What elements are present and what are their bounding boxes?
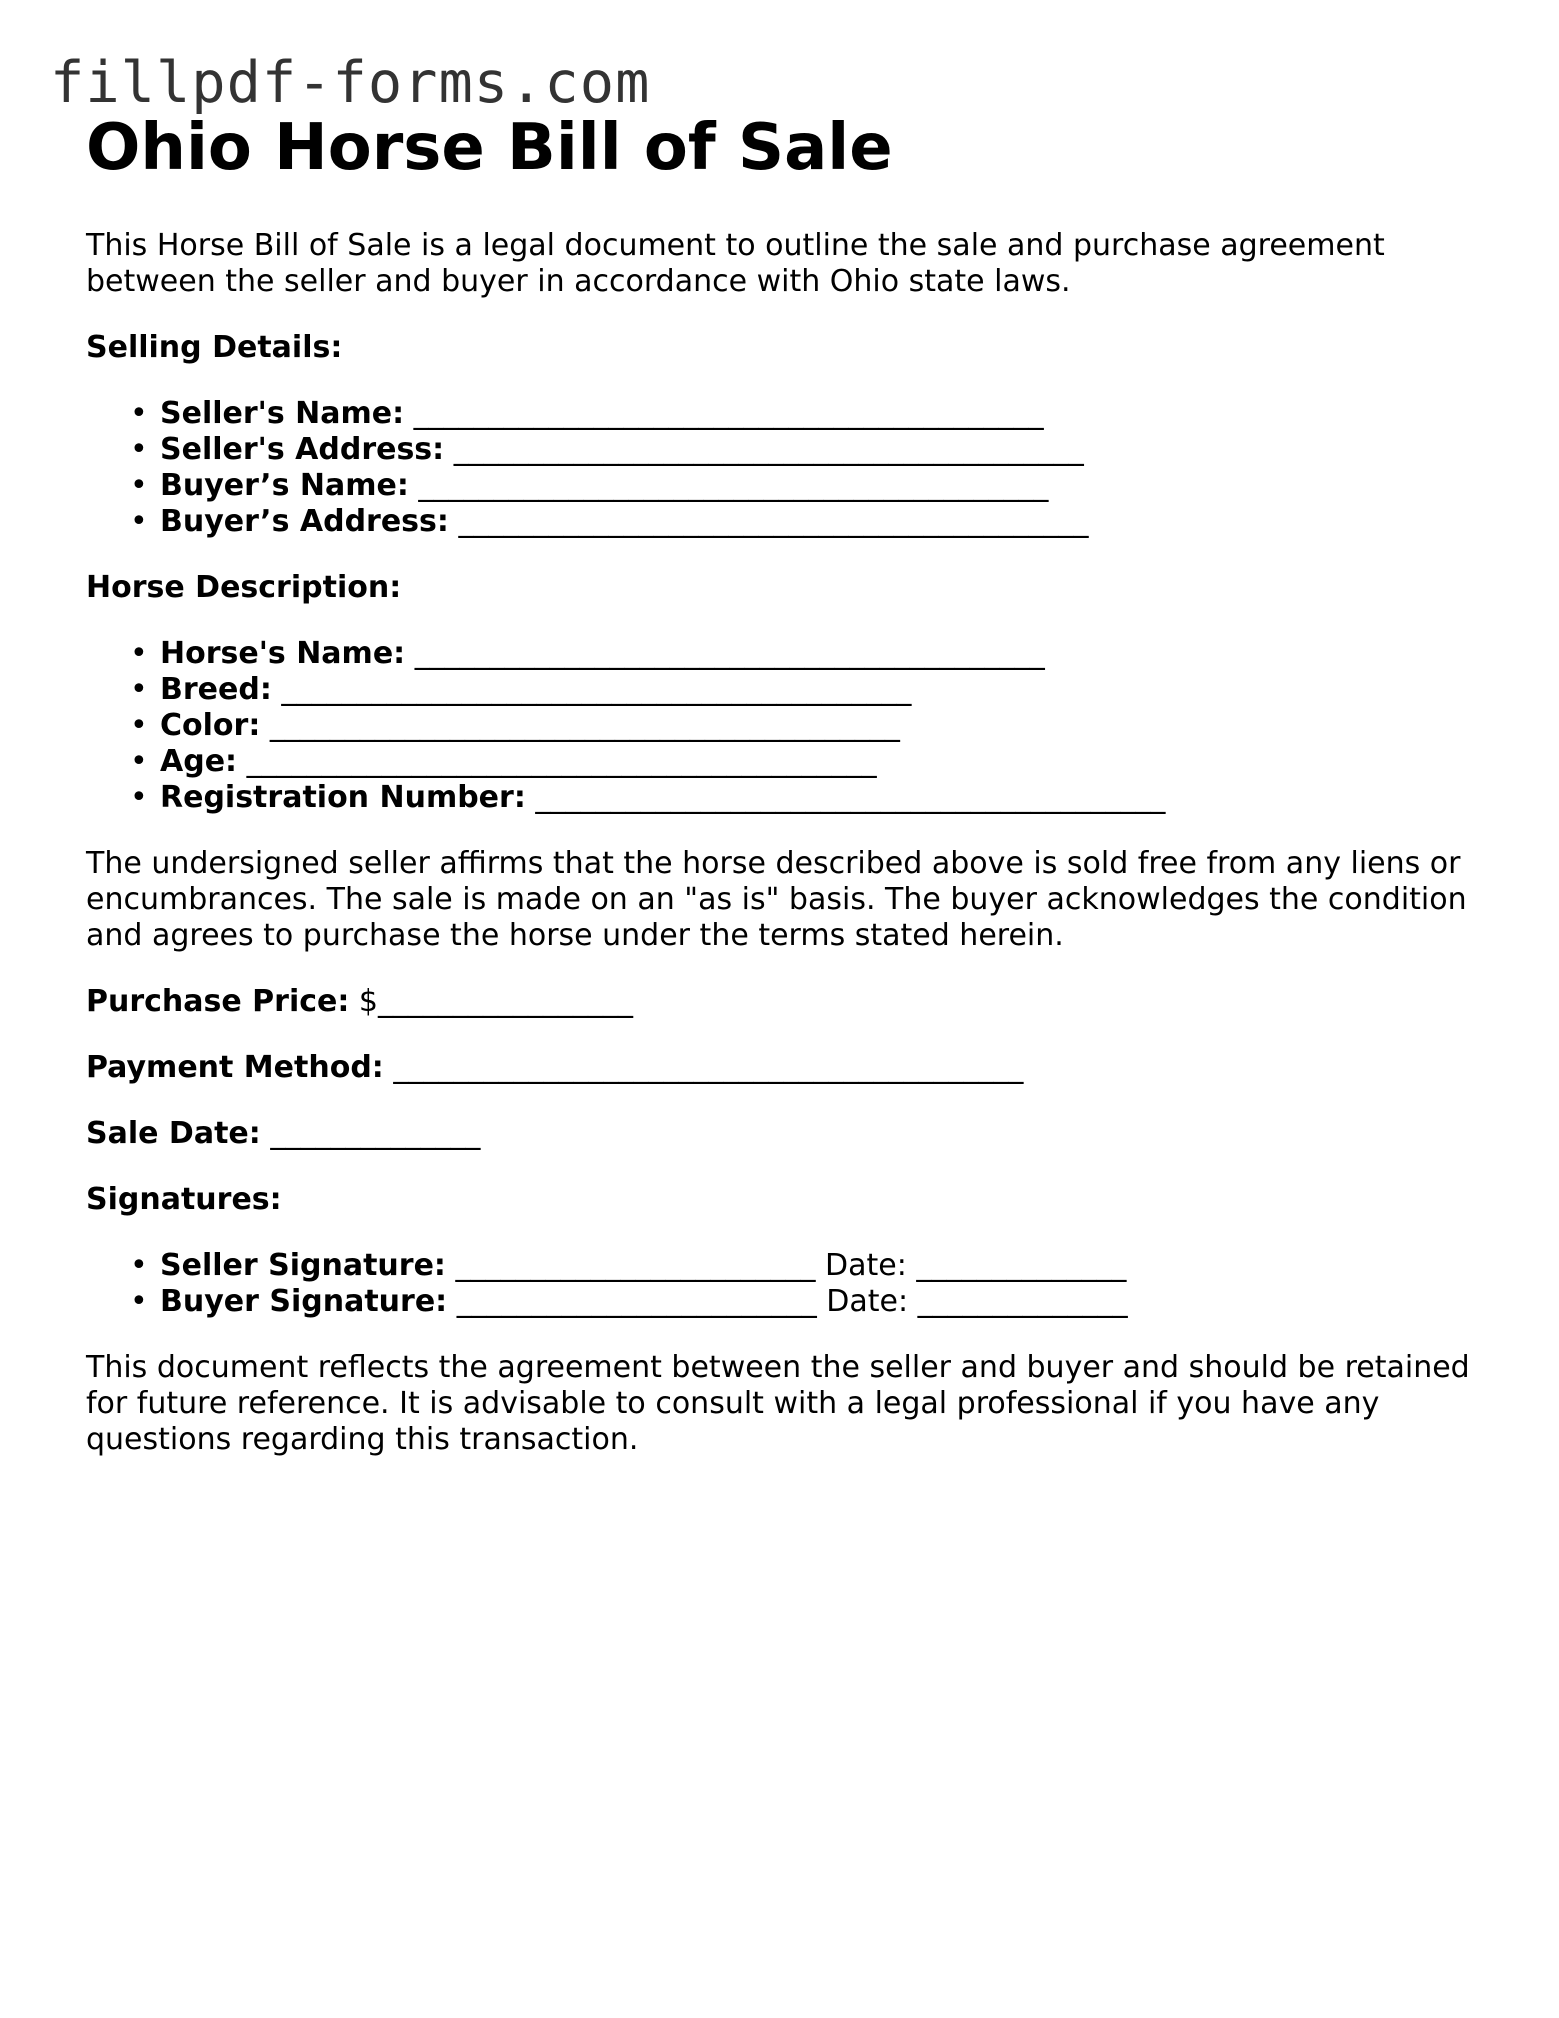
- fill-line[interactable]: __________________________________________: [246, 744, 877, 779]
- selling-details-list: [86, 396, 1486, 540]
- field-label: Color:: [160, 708, 261, 743]
- field-label: Horse's Name:: [160, 636, 406, 671]
- seller-name-field: [160, 396, 1486, 432]
- fill-line[interactable]: __________________________________________: [269, 708, 900, 743]
- field-label: Buyer’s Name:: [160, 468, 409, 503]
- field-label: Registration Number:: [160, 780, 526, 815]
- field-label: Purchase Price:: [86, 984, 350, 1019]
- horse-name-field: [160, 636, 1486, 672]
- fill-line[interactable]: __________________________________________: [418, 468, 1049, 503]
- field-label: Buyer’s Address:: [160, 504, 449, 539]
- fill-line[interactable]: __________________________________________: [414, 636, 1045, 671]
- watermark: fillpdf-forms.com: [50, 50, 651, 116]
- fill-line[interactable]: __________________________________________: [458, 504, 1089, 539]
- date-fill-line[interactable]: ______________: [917, 1284, 1128, 1319]
- date-label: Date:: [826, 1284, 909, 1319]
- fill-line[interactable]: ______________: [270, 1116, 481, 1151]
- field-label: Seller's Address:: [160, 432, 445, 467]
- field-label: Age:: [160, 744, 238, 779]
- field-label: Breed:: [160, 672, 272, 707]
- field-label: Seller's Name:: [160, 396, 405, 431]
- date-fill-line[interactable]: ______________: [916, 1248, 1127, 1283]
- horse-description-heading: Horse Description:: [86, 570, 402, 605]
- age-field: [160, 744, 1486, 780]
- registration-number-field: [160, 780, 1486, 816]
- fill-line[interactable]: $_________________: [358, 984, 634, 1019]
- document-page: [86, 110, 1486, 1458]
- field-label: Buyer Signature:: [160, 1284, 448, 1319]
- purchase-price-field: [86, 984, 1486, 1020]
- buyer-signature-field: [160, 1284, 1486, 1320]
- color-field: [160, 708, 1486, 744]
- seller-signature-field: [160, 1248, 1486, 1284]
- buyer-address-field: [160, 504, 1486, 540]
- fill-line[interactable]: ________________________: [455, 1248, 816, 1283]
- field-label: Seller Signature:: [160, 1248, 446, 1283]
- closing-paragraph: This document reflects the agreement between the seller and buyer and should be retained for future reference. It is advisable to consult with a legal professional if you have any questions regarding this transaction.: [86, 1350, 1470, 1457]
- breed-field: [160, 672, 1486, 708]
- sale-date-field: [86, 1116, 1486, 1152]
- fill-line[interactable]: __________________________________________: [393, 1050, 1024, 1085]
- buyer-name-field: [160, 468, 1486, 504]
- affirmation-paragraph: The undersigned seller affirms that the horse described above is sold free from any liens or encumbrances. The sale is made on an "as is" basis. The buyer acknowledges the condition and agrees to purchase the horse under the terms stated herein.: [86, 846, 1467, 953]
- fill-line[interactable]: ________________________: [456, 1284, 817, 1319]
- page-title: Ohio Horse Bill of Sale: [86, 111, 893, 185]
- fill-line[interactable]: __________________________________________: [413, 396, 1044, 431]
- horse-description-list: [86, 636, 1486, 816]
- signatures-heading: Signatures:: [86, 1182, 282, 1217]
- fill-line[interactable]: __________________________________________: [535, 780, 1166, 815]
- seller-address-field: [160, 432, 1486, 468]
- fill-line[interactable]: __________________________________________: [281, 672, 912, 707]
- date-label: Date:: [825, 1248, 907, 1283]
- field-label: Payment Method:: [86, 1050, 384, 1085]
- field-label: Sale Date:: [86, 1116, 261, 1151]
- intro-paragraph: This Horse Bill of Sale is a legal document to outline the sale and purchase agreement between the seller and buyer in accordance with Ohio state laws.: [86, 228, 1385, 299]
- signatures-list: [86, 1248, 1486, 1320]
- fill-line[interactable]: __________________________________________: [453, 432, 1084, 467]
- selling-details-heading: Selling Details:: [86, 330, 343, 365]
- payment-method-field: [86, 1050, 1486, 1086]
